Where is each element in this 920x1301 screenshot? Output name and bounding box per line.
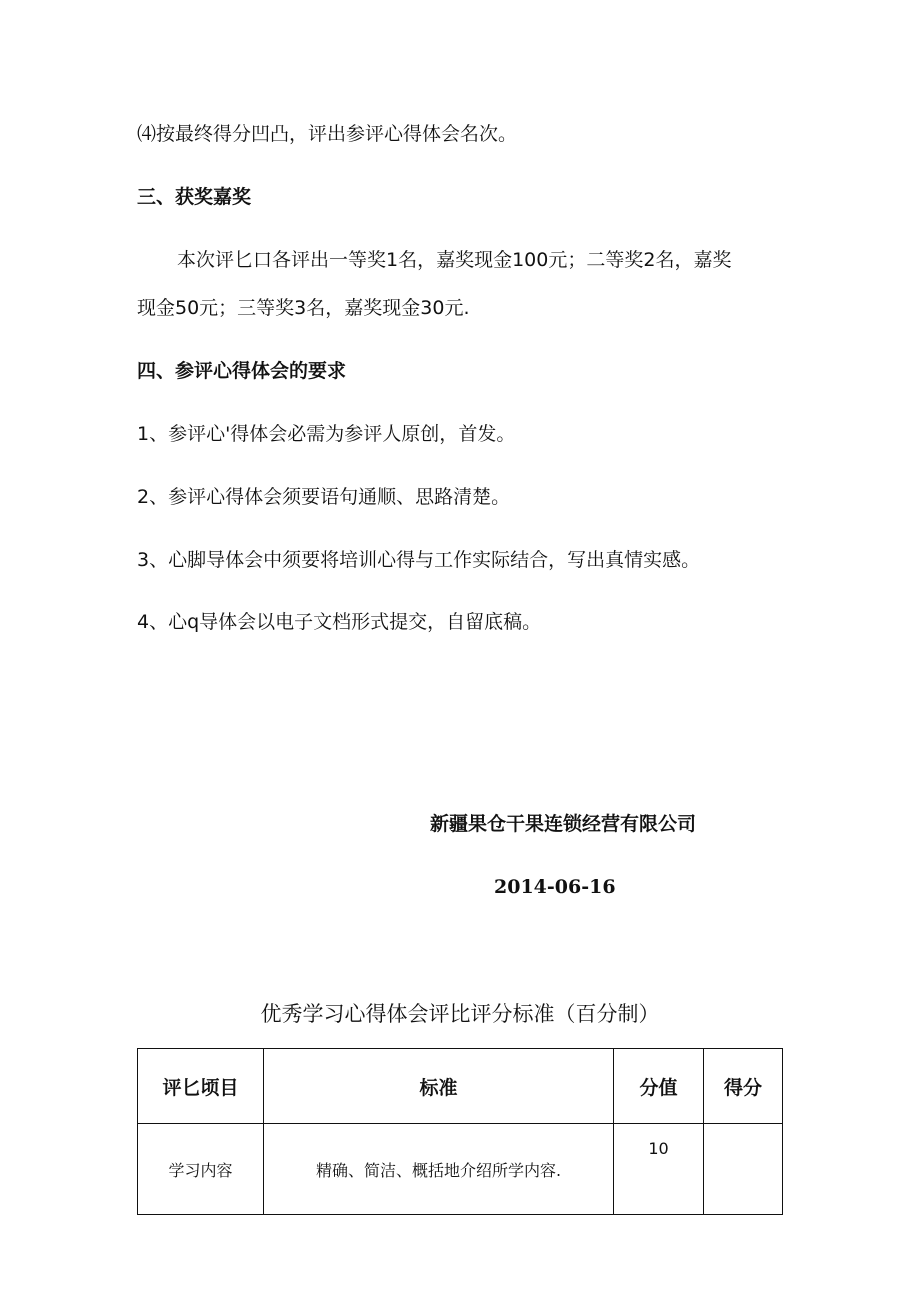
awards-paragraph-line-2: 现金50元；三等奖3名，嘉奖现金30元. [137,297,470,319]
company-signature: 新疆果仓干果连锁经营有限公司 [430,813,697,835]
requirement-item-2: 2、参评心得体会须要语句通顺、思路清楚。 [137,486,511,508]
cell-item: 学习内容 [138,1124,264,1215]
table-title: 优秀学习心得体会评比评分标准（百分制） [260,1002,660,1026]
table-header-row [138,1049,783,1124]
header-item: 评匕顷目 [138,1049,264,1124]
cell-score [704,1124,783,1215]
requirement-item-1: 1、参评心'得体会必需为参评人原创，首发。 [137,423,516,445]
section-heading-requirements: 四、参评心得体会的要求 [137,360,347,382]
header-score: 得分 [704,1049,783,1124]
paragraph-item-4: ⑷按最终得分凹凸，评出参评心得体会名次。 [137,123,518,145]
cell-points: 10 [614,1124,704,1215]
header-criteria: 标准 [264,1049,614,1124]
requirement-item-4: 4、心q导体会以电子文档形式提交，自留底稿。 [137,611,542,633]
table-row [138,1124,783,1215]
awards-paragraph-line-1: 本次评匕口各评出一等奖1名，嘉奖现金100元；二等奖2名，嘉奖 [177,249,732,271]
signature-date: 2014-06-16 [494,876,616,898]
section-heading-awards: 三、获奖嘉奖 [137,186,252,208]
requirement-item-3: 3、心脚导体会中须要将培训心得与工作实际结合，写出真情实感。 [137,549,701,571]
scoring-table [137,1048,783,1215]
header-points: 分值 [614,1049,704,1124]
cell-criteria: 精确、简洁、概括地介绍所学内容. [264,1124,614,1215]
